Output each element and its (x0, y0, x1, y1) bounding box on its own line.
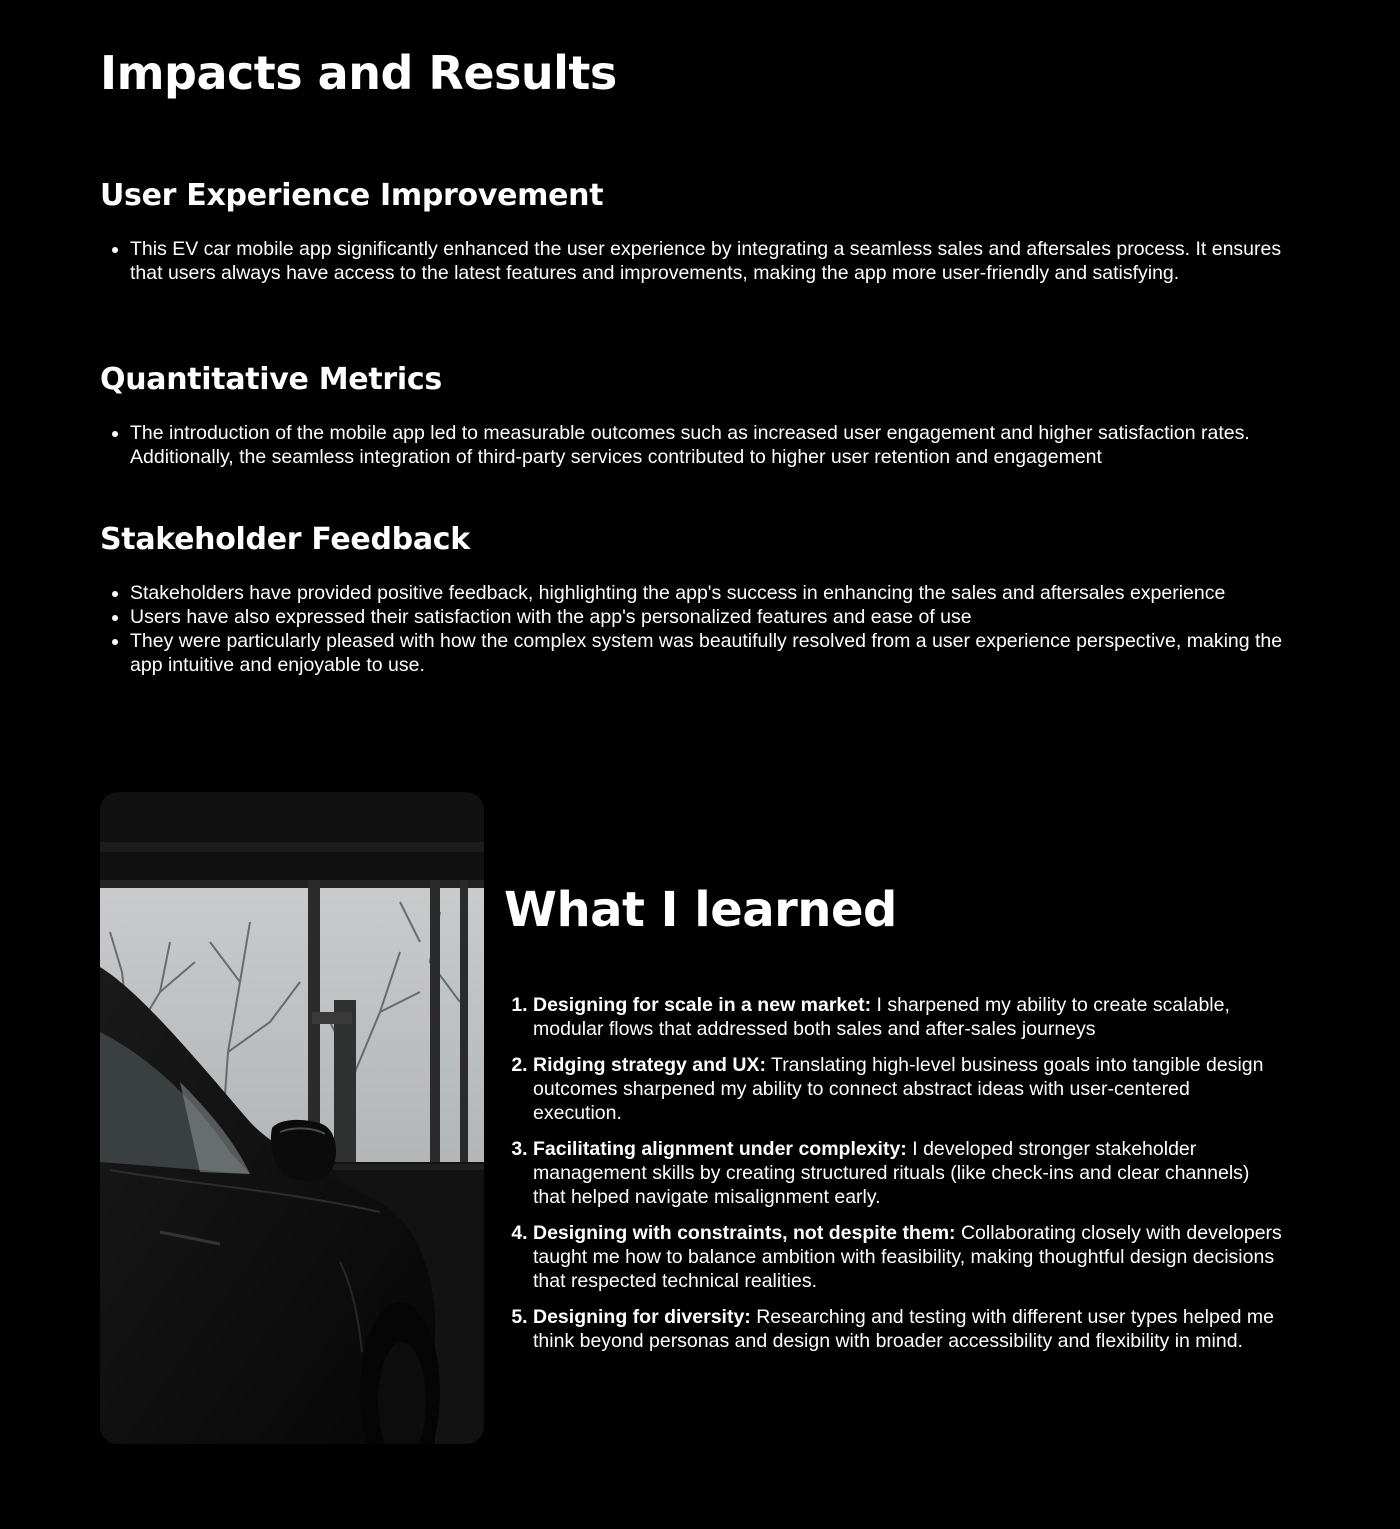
car-photo (100, 792, 484, 1444)
section-heading-quantitative-metrics: Quantitative Metrics (100, 362, 442, 397)
learned-item-text: I developed stronger stakeholder management skills by creating structured rituals (like check-ins and clear channels) that helped navigate misalignment early. (533, 1138, 1250, 1208)
learned-item-lead: Designing with constraints, not despite them: (533, 1222, 956, 1244)
learned-item-text: I sharpened my ability to create scalable, modular flows that addressed both sales and after-sales journeys (533, 994, 1230, 1040)
learned-item (533, 1221, 1284, 1293)
list-item: • This EV car mobile app significantly enhanced the user experience by integrating a seamless sales and aftersales process. It ensures that users always have access to the latest features and improvements, making the app more user-friendly and satisfying. (130, 237, 1310, 285)
learned-item-lead: Designing for scale in a new market: (533, 994, 872, 1016)
learned-item (533, 1137, 1284, 1209)
learned-list (504, 993, 1284, 1365)
stakeholder-feedback-list (100, 581, 1310, 677)
learned-item (533, 1305, 1284, 1353)
learned-item-text: Translating high-level business goals into tangible design outcomes sharpened my ability to connect abstract ideas with user-centered execution. (533, 1054, 1264, 1124)
learned-item-text: Researching and testing with different user types helped me think beyond personas and design with broader accessibility and flexibility in mind. (533, 1306, 1274, 1352)
learned-item-lead: Designing for diversity: (533, 1306, 751, 1328)
list-item: • Stakeholders have provided positive feedback, highlighting the app's success in enhancing the sales and aftersales experience (130, 581, 1310, 605)
section-heading-user-experience: User Experience Improvement (100, 178, 604, 213)
learned-title: What I learned (504, 882, 897, 938)
learned-item (533, 1053, 1284, 1125)
quantitative-metrics-list (100, 421, 1310, 469)
learned-item-text: Collaborating closely with developers taught me how to balance ambition with feasibility, making thoughtful design decisions that respected technical realities. (533, 1222, 1282, 1292)
user-experience-list (100, 237, 1310, 285)
list-item: • Users have also expressed their satisfaction with the app's personalized features and ease of use (130, 605, 1310, 629)
list-item: • They were particularly pleased with how the complex system was beautifully resolved from a user experience perspective, making the app intuitive and enjoyable to use. (130, 629, 1310, 677)
page-title: Impacts and Results (100, 46, 617, 100)
learned-item-lead: Ridging strategy and UX: (533, 1054, 766, 1076)
list-item: • The introduction of the mobile app led to measurable outcomes such as increased user engagement and higher satisfaction rates. Additionally, the seamless integration of third-party services contributed to higher user retention and engagement (130, 421, 1310, 469)
learned-item-lead: Facilitating alignment under complexity: (533, 1138, 907, 1160)
section-heading-stakeholder-feedback: Stakeholder Feedback (100, 522, 470, 557)
learned-item (533, 993, 1284, 1041)
